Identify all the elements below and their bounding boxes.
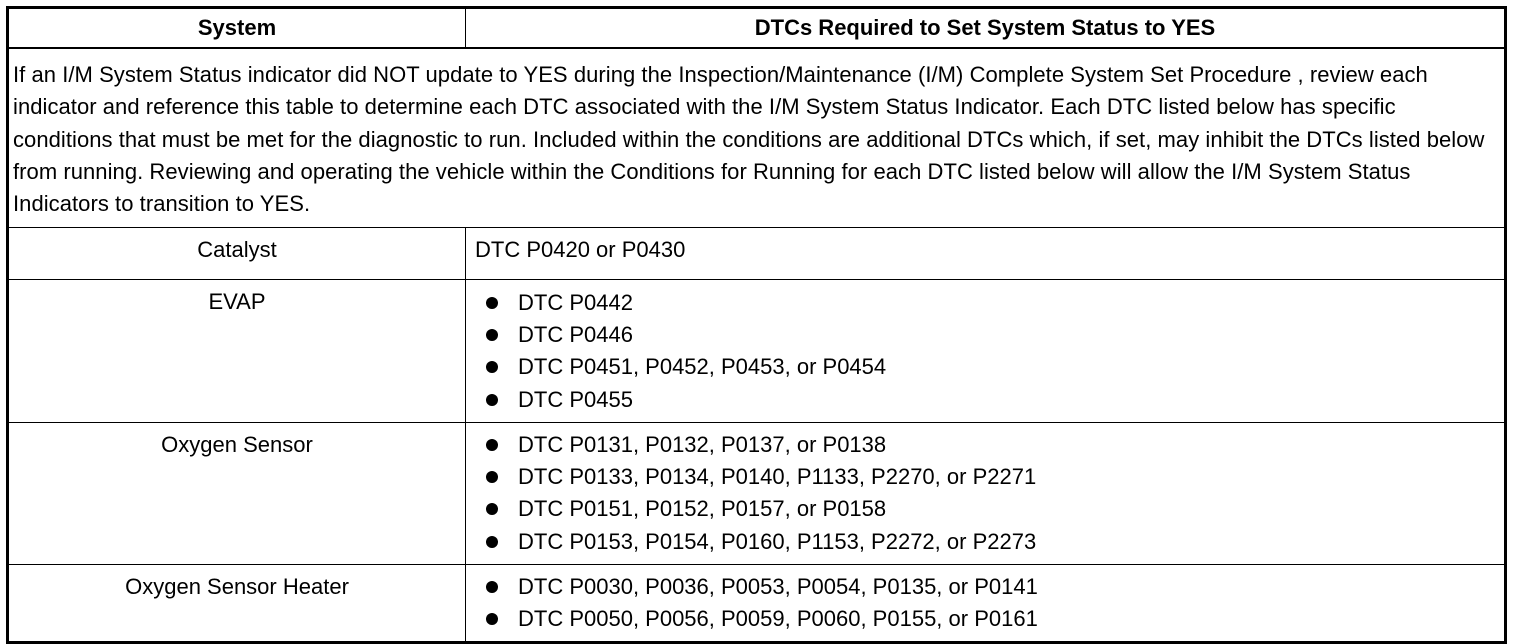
bullet-icon xyxy=(486,471,498,483)
dtc-list xyxy=(466,280,1504,421)
list-item xyxy=(486,461,1504,493)
dtc-list xyxy=(466,565,1504,642)
table-header-row xyxy=(8,8,1506,49)
table-row xyxy=(8,422,1506,564)
list-item xyxy=(486,351,1504,383)
list-item xyxy=(486,571,1504,603)
header-dtcs: DTCs Required to Set System Status to YES xyxy=(466,8,1506,49)
dtc-item: DTC P0455 xyxy=(518,386,633,412)
bullet-icon xyxy=(486,536,498,548)
table-row xyxy=(8,280,1506,422)
system-cell: EVAP xyxy=(8,280,466,422)
intro-text: If an I/M System Status indicator did NOT update to YES during the Inspection/Maintenance (I/M) Complete System Set Procedure , review each indicator and reference this table to determine each DTC associated with the I/M System Status Indicator. Each DTC listed below has specific conditions that must be met for the diagnostic to run. Included within the conditions are additional DTCs which, if set, may inhibit the DTCs listed below from running. Reviewing and operating the vehicle within the Conditions for Running for each DTC listed below will allow the I/M System Status Indicators to transition to YES. xyxy=(8,48,1506,228)
dtc-item: DTC P0153, P0154, P0160, P1153, P2272, or P2273 xyxy=(518,528,1037,554)
table-row xyxy=(8,228,1506,280)
table-row xyxy=(8,564,1506,643)
bullet-icon xyxy=(486,439,498,451)
intro-row xyxy=(8,48,1506,228)
bullet-icon xyxy=(486,394,498,406)
list-item xyxy=(486,286,1504,318)
dtc-requirements-table xyxy=(6,6,1507,644)
dtc-item: DTC P0446 xyxy=(518,321,633,347)
list-item xyxy=(486,319,1504,351)
bullet-icon xyxy=(486,361,498,373)
dtc-item: DTC P0131, P0132, P0137, or P0138 xyxy=(518,431,887,457)
dtc-cell xyxy=(466,280,1506,422)
bullet-icon xyxy=(486,613,498,625)
system-cell: Catalyst xyxy=(8,228,466,280)
bullet-icon xyxy=(486,503,498,515)
dtc-cell xyxy=(466,564,1506,643)
bullet-icon xyxy=(486,297,498,309)
dtc-item: DTC P0133, P0134, P0140, P1133, P2270, or P2271 xyxy=(518,464,1037,490)
list-item xyxy=(486,429,1504,461)
list-item xyxy=(486,526,1504,558)
dtc-item: DTC P0030, P0036, P0053, P0054, P0135, or P0141 xyxy=(518,574,1038,599)
dtc-list xyxy=(466,423,1504,564)
dtc-item: DTC P0151, P0152, P0157, or P0158 xyxy=(518,496,887,522)
system-cell: Oxygen Sensor Heater xyxy=(8,564,466,643)
bullet-icon xyxy=(486,581,498,593)
dtc-cell xyxy=(466,422,1506,564)
dtc-item: DTC P0442 xyxy=(518,289,633,315)
header-system: System xyxy=(8,8,466,49)
system-cell: Oxygen Sensor xyxy=(8,422,466,564)
list-item xyxy=(486,603,1504,635)
list-item xyxy=(486,493,1504,525)
dtc-item: DTC P0050, P0056, P0059, P0060, P0155, or P0161 xyxy=(518,606,1038,632)
list-item xyxy=(486,383,1504,415)
dtc-item: DTC P0451, P0452, P0453, or P0454 xyxy=(518,354,887,380)
bullet-icon xyxy=(486,329,498,341)
dtc-cell: DTC P0420 or P0430 xyxy=(466,228,1506,280)
